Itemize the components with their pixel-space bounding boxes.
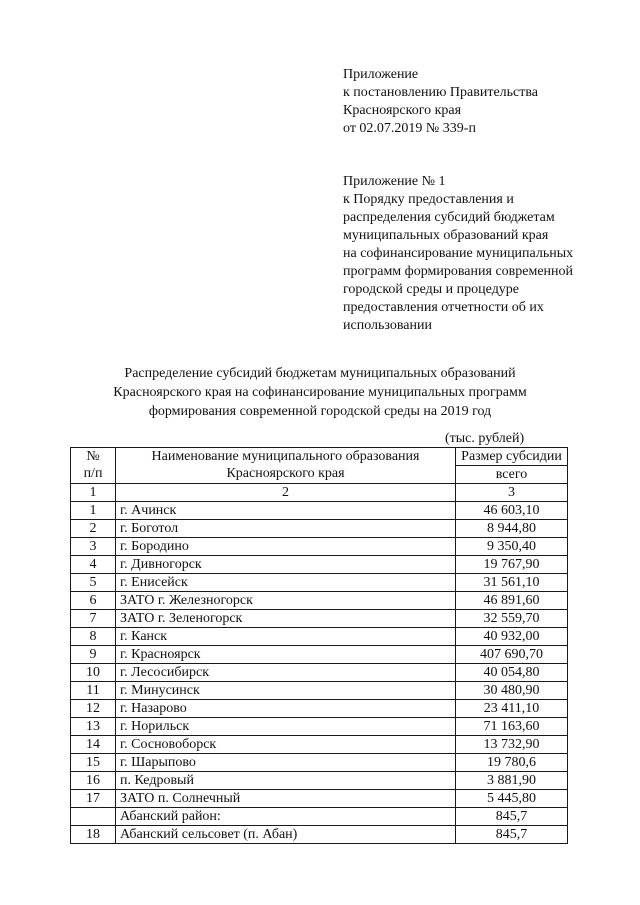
row-name-cell: г. Норильск (116, 718, 456, 736)
row-name-cell: г. Лесосибирск (116, 664, 456, 682)
row-amount-cell: 845,7 (456, 826, 568, 844)
index-cell: 1 (71, 484, 116, 502)
resolution-header (343, 66, 538, 138)
header-line: от 02.07.2019 № 339-п (343, 121, 476, 136)
header-number-cell (71, 448, 116, 484)
table-row (71, 628, 568, 646)
table-row (71, 754, 568, 772)
table-row (71, 826, 568, 844)
row-number-cell: 8 (71, 628, 116, 646)
row-amount-cell: 40 932,00 (456, 628, 568, 646)
table-row (71, 502, 568, 520)
table-header-row (71, 448, 568, 484)
row-number-cell: 11 (71, 682, 116, 700)
row-name-cell: г. Ачинск (116, 502, 456, 520)
row-amount-cell: 13 732,90 (456, 736, 568, 754)
header-text: Наименование муниципального образования (151, 449, 420, 464)
row-number-cell: 10 (71, 664, 116, 682)
header-line: Приложение (343, 67, 419, 82)
row-amount-cell: 19 780,6 (456, 754, 568, 772)
row-amount-cell: 8 944,80 (456, 520, 568, 538)
row-number-cell: 6 (71, 592, 116, 610)
row-number-cell: 17 (71, 790, 116, 808)
row-amount-cell: 30 480,90 (456, 682, 568, 700)
document-title (0, 364, 640, 421)
row-amount-cell: 40 054,80 (456, 664, 568, 682)
appendix-line: Приложение № 1 (343, 174, 446, 189)
table-row (71, 538, 568, 556)
row-amount-cell: 9 350,40 (456, 538, 568, 556)
header-text: № (86, 449, 100, 464)
table-row (71, 520, 568, 538)
subsidy-table (70, 447, 568, 844)
unit-label: (тыс. рублей) (445, 431, 525, 446)
appendix-line: на софинансирование муниципальных (343, 246, 574, 261)
header-line: к постановлению Правительства (343, 85, 539, 100)
row-amount-cell: 845,7 (456, 808, 568, 826)
row-number-cell: 7 (71, 610, 116, 628)
header-text: всего (495, 467, 528, 482)
header-amount-cell (456, 448, 568, 484)
row-number-cell: 5 (71, 574, 116, 592)
row-amount-cell: 5 445,80 (456, 790, 568, 808)
row-name-cell: г. Бородино (116, 538, 456, 556)
row-name-cell: п. Кедровый (116, 772, 456, 790)
table-row (71, 592, 568, 610)
table-row (71, 808, 568, 826)
header-text: п/п (83, 466, 103, 481)
row-number-cell: 16 (71, 772, 116, 790)
header-line: Красноярского края (343, 103, 462, 118)
appendix-line: муниципальных образований края (343, 228, 549, 243)
appendix-header (343, 173, 573, 335)
row-number-cell: 4 (71, 556, 116, 574)
row-name-cell: ЗАТО п. Солнечный (116, 790, 456, 808)
row-name-cell: г. Боготол (116, 520, 456, 538)
appendix-line: предоставления отчетности об их (343, 300, 544, 315)
row-amount-cell: 3 881,90 (456, 772, 568, 790)
table-row (71, 736, 568, 754)
row-amount-cell: 71 163,60 (456, 718, 568, 736)
row-name-cell: ЗАТО г. Железногорск (116, 592, 456, 610)
row-amount-cell: 46 891,60 (456, 592, 568, 610)
row-number-cell: 1 (71, 502, 116, 520)
row-amount-cell: 23 411,10 (456, 700, 568, 718)
table-row (71, 772, 568, 790)
row-name-cell: г. Енисейск (116, 574, 456, 592)
title-line: Красноярского края на софинансирование муниципальных программ (113, 385, 527, 400)
row-number-cell: 18 (71, 826, 116, 844)
row-name-cell: г. Назарово (116, 700, 456, 718)
table-row (71, 556, 568, 574)
row-name-cell: г. Красноярск (116, 646, 456, 664)
row-number-cell: 2 (71, 520, 116, 538)
table-row (71, 682, 568, 700)
title-line: формирования современной городской среды на 2019 год (148, 404, 492, 419)
appendix-line: распределения субсидий бюджетам (343, 210, 555, 225)
row-number-cell: 14 (71, 736, 116, 754)
title-line: Распределение субсидий бюджетам муниципальных образований (124, 366, 516, 381)
row-name-cell: Абанский сельсовет (п. Абан) (116, 826, 456, 844)
table-row (71, 790, 568, 808)
row-name-cell: г. Канск (116, 628, 456, 646)
table-row (71, 574, 568, 592)
table-row (71, 646, 568, 664)
table-row (71, 718, 568, 736)
row-name-cell: г. Минусинск (116, 682, 456, 700)
table-index-row (71, 484, 568, 502)
index-cell: 3 (456, 484, 568, 502)
row-name-cell: г. Шарыпово (116, 754, 456, 772)
table-row (71, 610, 568, 628)
header-text: Красноярского края (226, 466, 345, 481)
row-amount-cell: 46 603,10 (456, 502, 568, 520)
header-name-cell (116, 448, 456, 484)
index-cell: 2 (116, 484, 456, 502)
row-amount-cell: 32 559,70 (456, 610, 568, 628)
appendix-line: городской среды и процедуре (343, 282, 520, 297)
table-row (71, 664, 568, 682)
row-amount-cell: 19 767,90 (456, 556, 568, 574)
row-number-cell: 9 (71, 646, 116, 664)
appendix-line: к Порядку предоставления и (343, 192, 514, 207)
row-name-cell: г. Дивногорск (116, 556, 456, 574)
row-number-cell (71, 808, 116, 826)
appendix-line: программ формирования современной (343, 264, 574, 279)
row-amount-cell: 407 690,70 (456, 646, 568, 664)
row-name-cell: Абанский район: (116, 808, 456, 826)
row-number-cell: 12 (71, 700, 116, 718)
row-number-cell: 13 (71, 718, 116, 736)
table-row (71, 700, 568, 718)
row-number-cell: 3 (71, 538, 116, 556)
header-text: Размер субсидии (456, 448, 567, 466)
row-amount-cell: 31 561,10 (456, 574, 568, 592)
row-name-cell: ЗАТО г. Зеленогорск (116, 610, 456, 628)
row-name-cell: г. Сосновоборск (116, 736, 456, 754)
row-number-cell: 15 (71, 754, 116, 772)
appendix-line: использовании (343, 318, 432, 333)
